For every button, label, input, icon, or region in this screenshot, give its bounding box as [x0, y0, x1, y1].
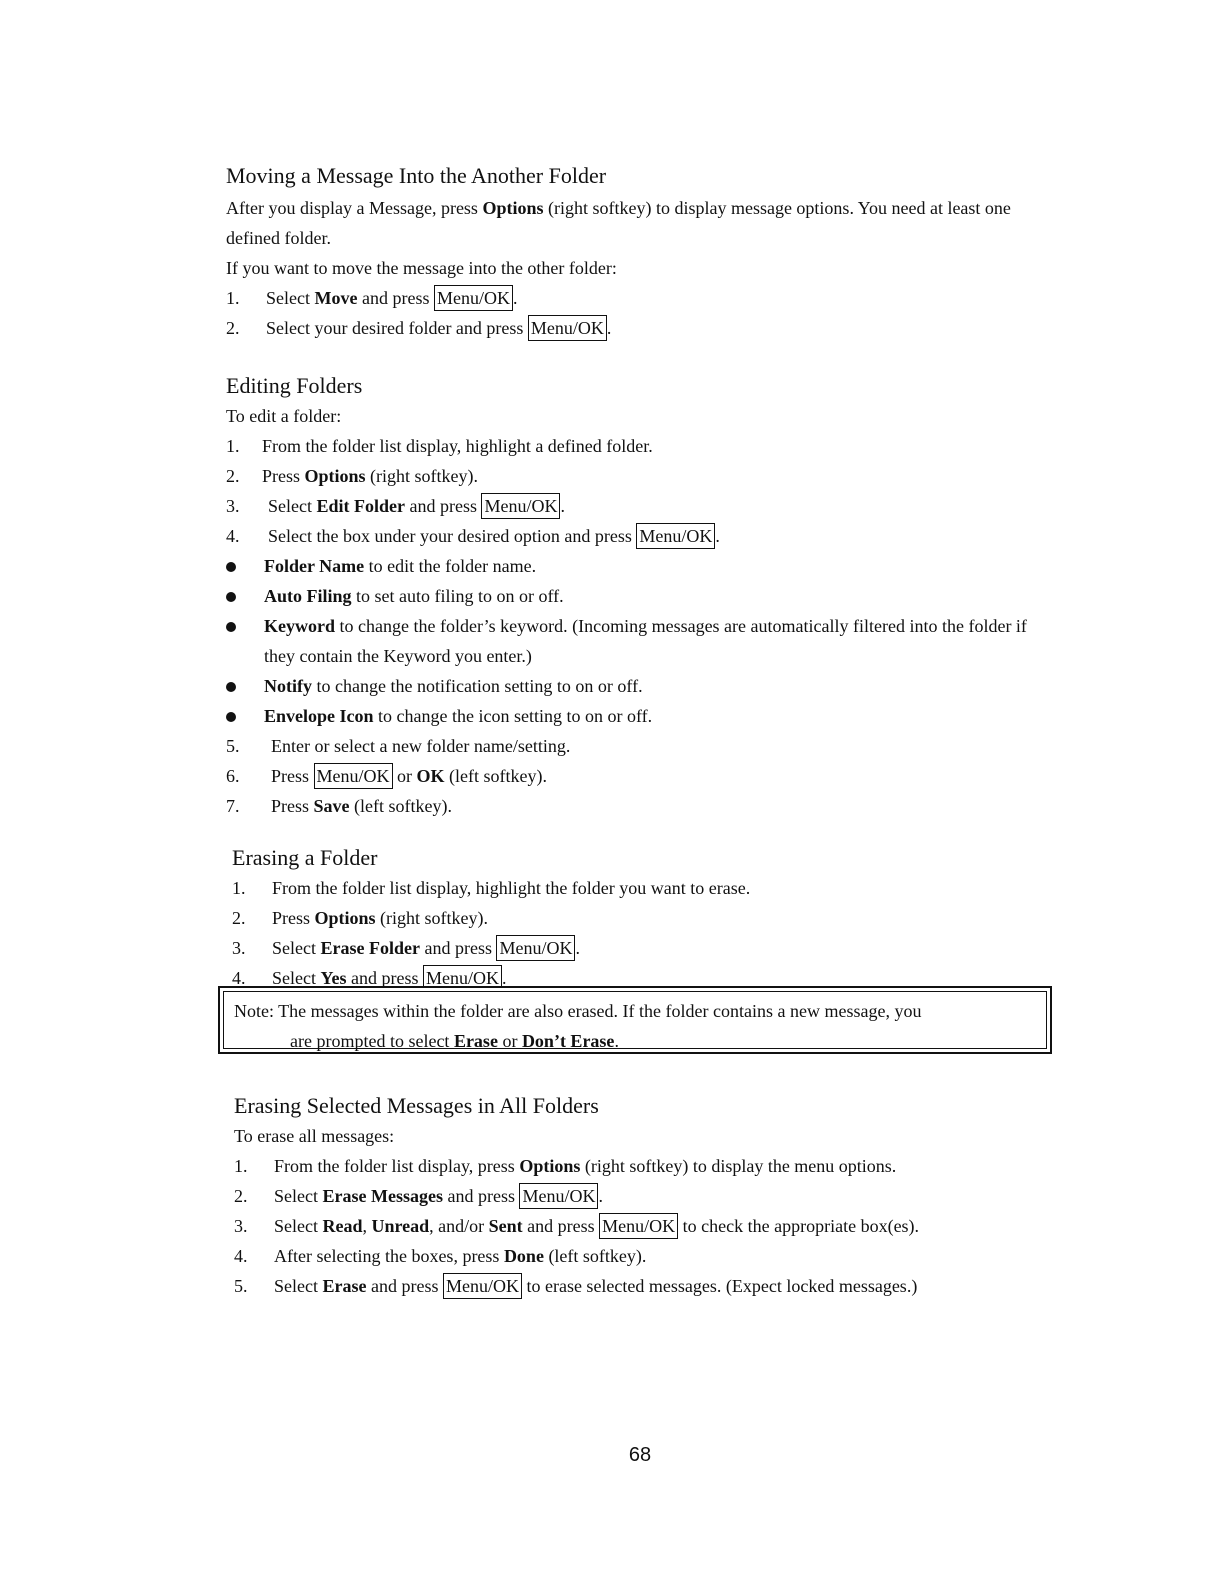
step-item: 4. Select the box under your desired option and press Menu/OK .: [226, 521, 1056, 551]
section-erasing-folder: [232, 843, 1062, 993]
menu-ok-key: Menu/OK: [481, 493, 560, 519]
menu-ok-key: Menu/OK: [599, 1213, 678, 1239]
menu-ok-key: Menu/OK: [434, 285, 513, 311]
step-item: 2. Select your desired folder and press Menu/OK .: [226, 313, 1056, 343]
menu-ok-key: Menu/OK: [496, 935, 575, 961]
menu-ok-key: Menu/OK: [636, 523, 715, 549]
section-moving-message: [226, 161, 1056, 343]
step-item: 3. Select Erase Folder and press Menu/OK .: [232, 933, 1062, 963]
section-title: Moving a Message Into the Another Folder: [226, 163, 607, 188]
bullet-icon: [226, 562, 236, 572]
step-item: 2. Select Erase Messages and press Menu/OK .: [234, 1181, 1064, 1211]
section-lead: If you want to move the message into the other folder:: [226, 258, 617, 278]
step-item: 4. After selecting the boxes, press Done (left softkey).: [234, 1246, 647, 1266]
section-title: Editing Folders: [226, 373, 363, 398]
note-box: [218, 986, 1052, 1054]
step-item: 7. Press Save (left softkey).: [226, 796, 452, 816]
step-item: 5. Enter or select a new folder name/setting.: [226, 736, 571, 756]
section-intro: After you display a Message, press Options (right softkey) to display message options. You need at least one defined folder.: [226, 198, 1011, 248]
bullet-item: Keyword to change the folder’s keyword. (Incoming messages are automatically filtered into the folder if they contain the Keyword you enter.): [226, 611, 1046, 671]
bullet-icon: [226, 682, 236, 692]
note-text: Note: The messages within the folder are also erased. If the folder contains a new message, you are prompted to select Erase or Don’t Erase.: [234, 1001, 922, 1051]
step-item: 3. Select Edit Folder and press Menu/OK .: [226, 491, 1056, 521]
step-item: 5. Select Erase and press Menu/OK to erase selected messages. (Expect locked messages.): [234, 1271, 1064, 1301]
step-item: 2. Press Options (right softkey).: [232, 908, 489, 928]
page-number: 68: [628, 1444, 652, 1466]
menu-ok-key: Menu/OK: [423, 965, 502, 991]
bullet-item: Envelope Icon to change the icon setting to on or off.: [226, 701, 1056, 731]
step-item: 2. Press Options (right softkey).: [226, 466, 479, 486]
step-item: 1. From the folder list display, press Options (right softkey) to display the menu options.: [234, 1156, 897, 1176]
bullet-item: Auto Filing to set auto filing to on or off.: [226, 581, 1056, 611]
bullet-icon: [226, 712, 236, 722]
bullet-icon: [226, 622, 236, 632]
step-item: 1. Select Move and press Menu/OK .: [226, 283, 1056, 313]
step-item: 1. From the folder list display, highlight a defined folder.: [226, 436, 653, 456]
bullet-item: Folder Name to edit the folder name.: [226, 551, 1056, 581]
step-item: 4. Select Yes and press Menu/OK .: [232, 963, 1062, 993]
section-lead: To erase all messages:: [234, 1126, 395, 1146]
bullet-item: Notify to change the notification setting to on or off.: [226, 671, 1056, 701]
menu-ok-key: Menu/OK: [519, 1183, 598, 1209]
step-item: 6. Press Menu/OK or OK (left softkey).: [226, 761, 1056, 791]
menu-ok-key: Menu/OK: [314, 763, 393, 789]
note-label: Note:: [234, 1001, 274, 1021]
section-editing-folders: [226, 371, 1056, 821]
section-lead: To edit a folder:: [226, 406, 342, 426]
step-item: 1. From the folder list display, highlight the folder you want to erase.: [232, 878, 751, 898]
step-item: 3. Select Read, Unread, and/or Sent and press Menu/OK to check the appropriate box(es).: [234, 1211, 1064, 1241]
bullet-icon: [226, 592, 236, 602]
section-erasing-selected-messages: [234, 1091, 1064, 1301]
menu-ok-key: Menu/OK: [528, 315, 607, 341]
section-title: Erasing Selected Messages in All Folders: [234, 1093, 599, 1118]
menu-ok-key: Menu/OK: [443, 1273, 522, 1299]
section-title: Erasing a Folder: [232, 845, 378, 870]
